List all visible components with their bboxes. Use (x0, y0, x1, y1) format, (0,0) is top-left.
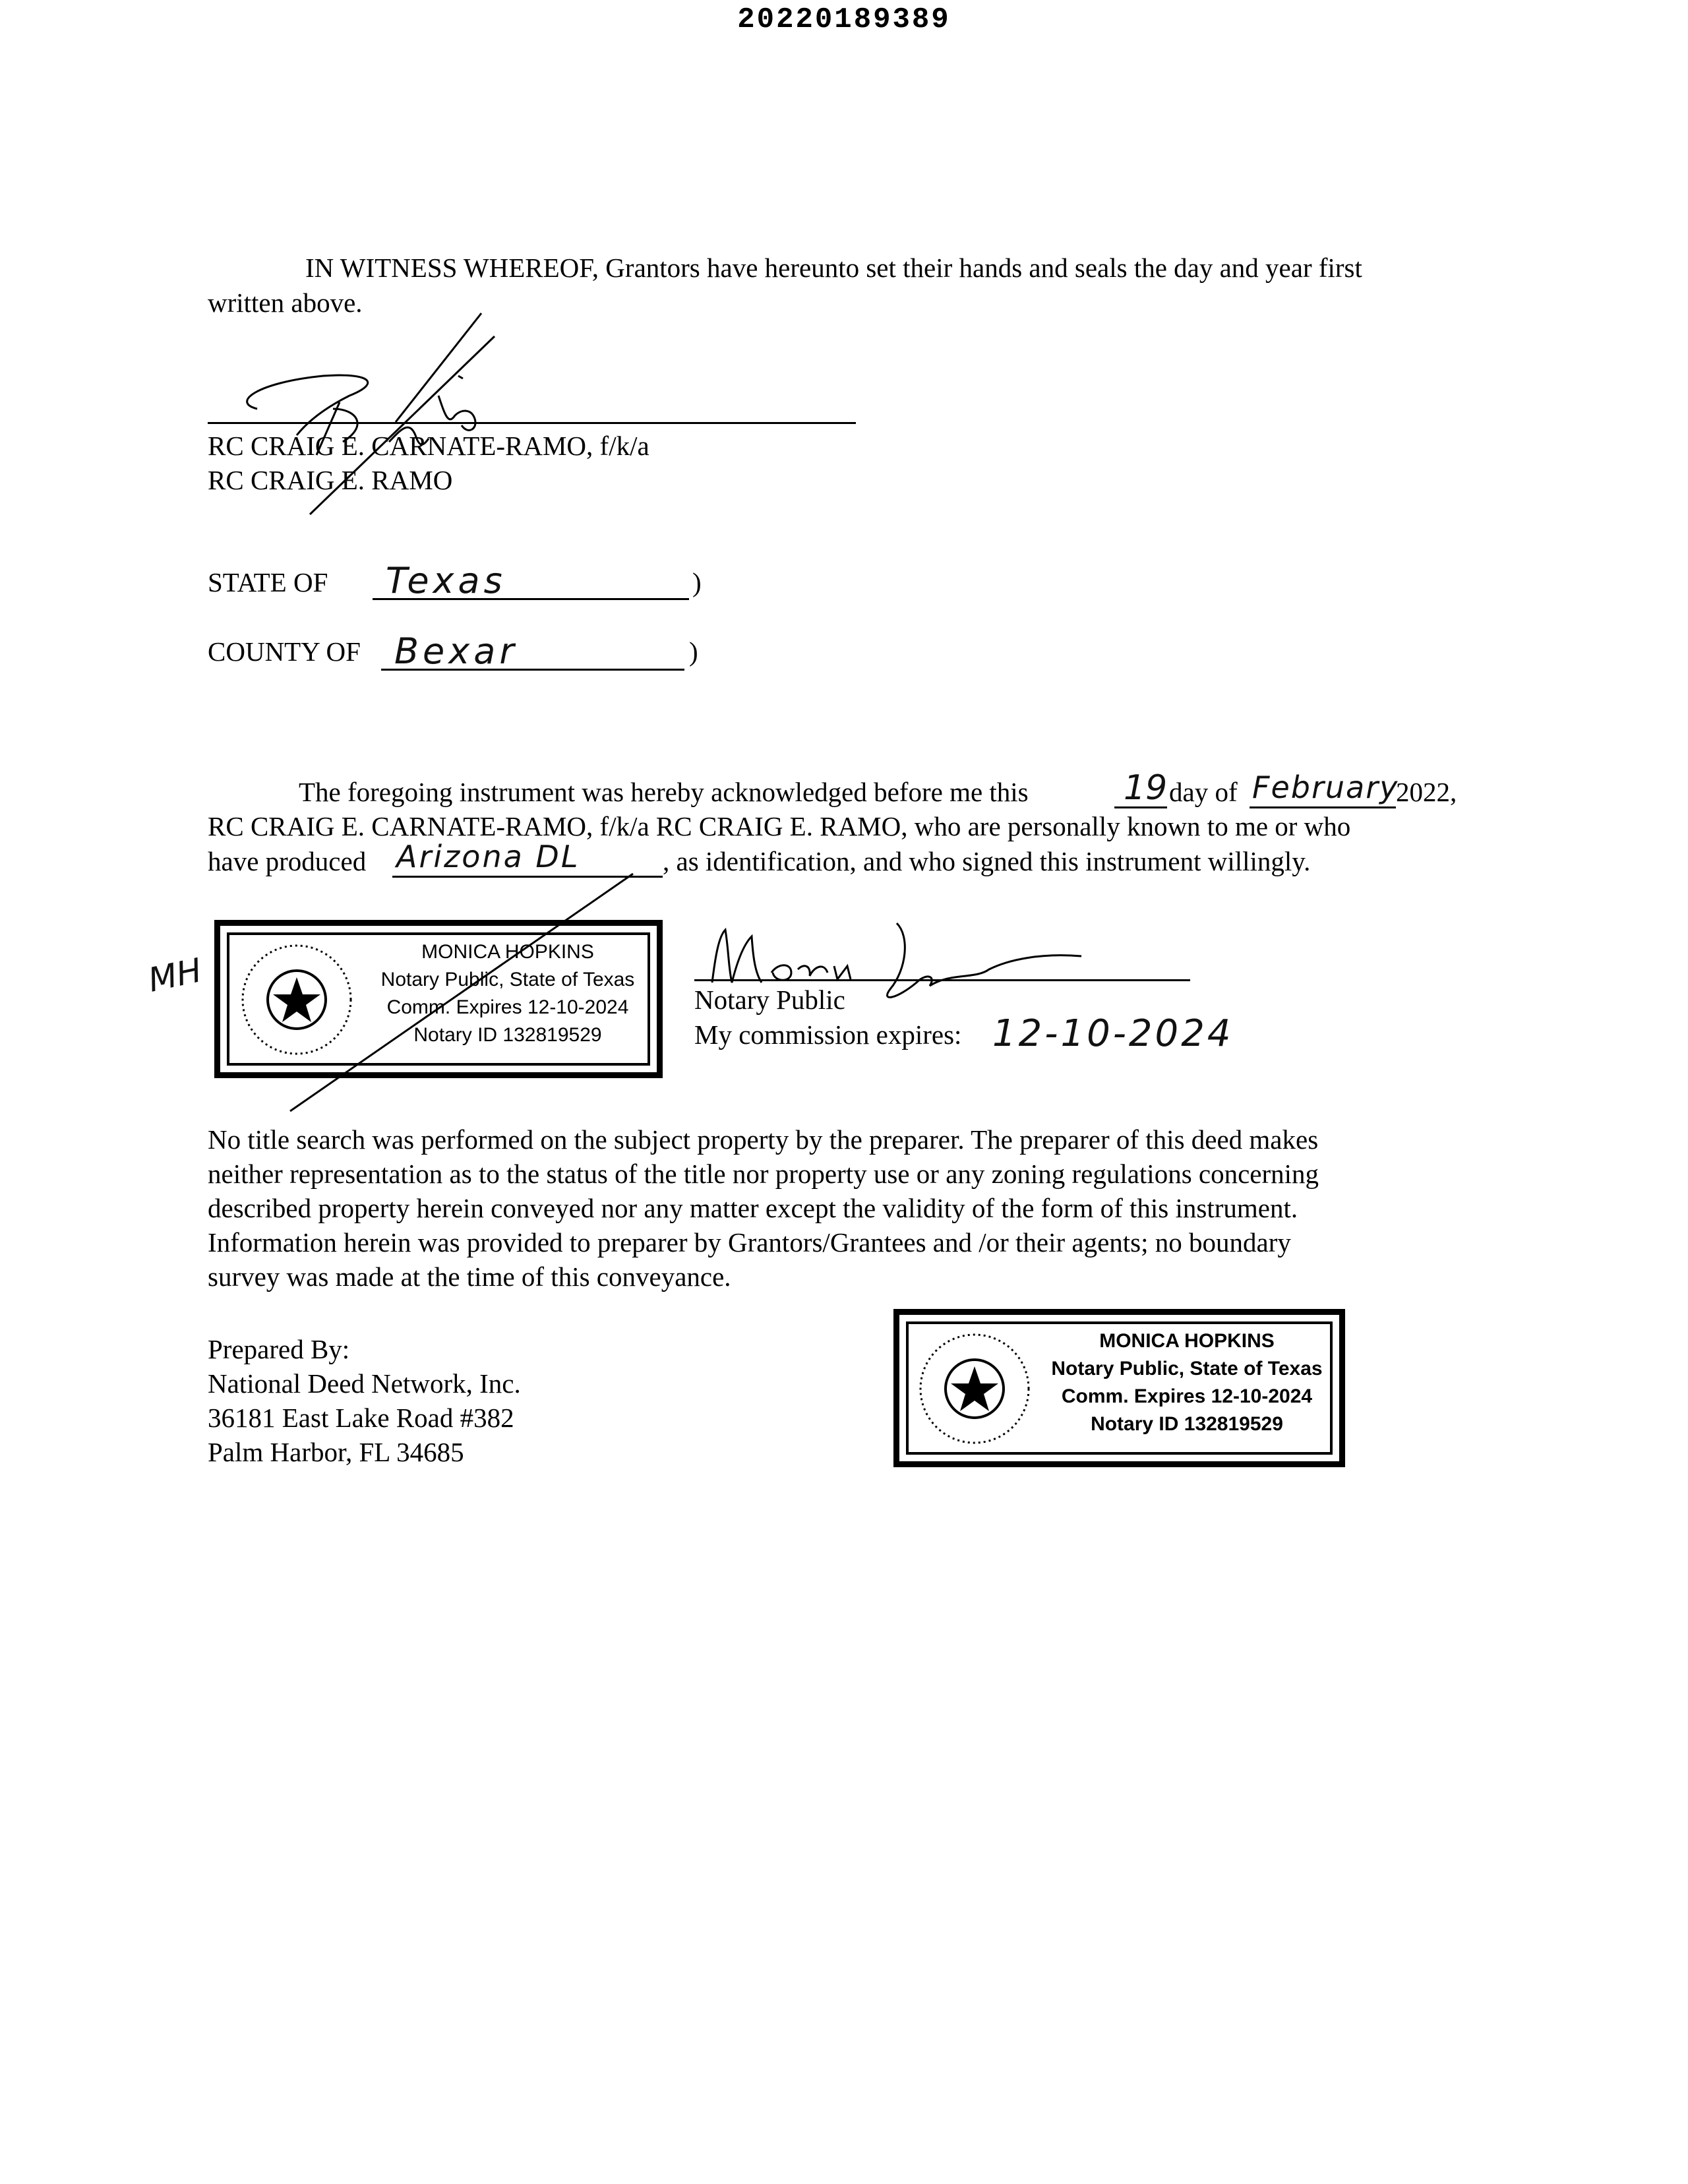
witness-clause-line1: IN WITNESS WHEREOF, Grantors have hereunto set their hands and seals the day and year first (305, 253, 1362, 283)
stamp-left-line2: Notary Public, State of Texas (380, 969, 635, 990)
disclaimer (208, 1122, 1319, 1294)
grantor-name-line2: RC CRAIG E. RAMO (208, 465, 453, 495)
ack-id-handwritten: Arizona DL (396, 839, 580, 874)
stamp-left-line3: Comm. Expires 12-10-2024 (386, 996, 629, 1018)
stamp-right-line3: Comm. Expires 12-10-2024 (1061, 1385, 1313, 1407)
prepared-by-block (208, 1332, 521, 1469)
county-paren: ) (689, 636, 698, 667)
notary-seal-right-icon (915, 1329, 1034, 1448)
witness-clause-line2: written above. (208, 288, 363, 318)
ack-line3-after: , as identification, and who signed this instrument willingly. (663, 846, 1311, 876)
grantor-name-line1: RC CRAIG E. CARNATE-RAMO, f/k/a (208, 431, 649, 461)
notary-signature-line (694, 979, 1190, 981)
state-blank (373, 560, 689, 601)
grantor-signature-line (208, 422, 856, 424)
ack-line2: RC CRAIG E. CARNATE-RAMO, f/k/a RC CRAIG E. RAMO, who are personally known to me or who (208, 811, 1351, 841)
ack-text-day-of: day of (1169, 777, 1238, 807)
stamp-right-line4: Notary ID 132819529 (1091, 1413, 1283, 1435)
prepared-by-company: National Deed Network, Inc. (208, 1368, 521, 1399)
stamp-strike-through (277, 870, 646, 1114)
ack-line3-before: have produced (208, 846, 367, 876)
commission-handwritten: 12-10-2024 (992, 1012, 1234, 1055)
county-handwritten: Bexar (394, 630, 518, 672)
disclaimer-line: survey was made at the time of this conveyance. (208, 1261, 731, 1292)
county-label: COUNTY OF (208, 636, 361, 667)
state-label: STATE OF (208, 567, 328, 597)
notary-initials: MH (144, 951, 205, 1000)
ack-day-blank (1114, 768, 1168, 808)
disclaimer-line: neither representation as to the status of the title nor property use or any zoning regulations concerning (208, 1159, 1319, 1189)
notary-stamp-right (893, 1309, 1345, 1467)
state-handwritten: Texas (386, 560, 506, 601)
ack-month-handwritten: February (1252, 770, 1399, 805)
stamp-right-name: MONICA HOPKINS (1099, 1330, 1275, 1352)
prepared-by-address2: Palm Harbor, FL 34685 (208, 1437, 464, 1467)
commission-label: My commission expires: (694, 1019, 962, 1050)
county-blank (381, 630, 684, 672)
ack-year: 2022, (1396, 777, 1457, 807)
ack-text-before-day: The foregoing instrument was hereby acknowledged before me this (299, 777, 1029, 807)
disclaimer-line: No title search was performed on the subject property by the preparer. The preparer of this deed makes (208, 1124, 1319, 1155)
ack-day-handwritten: 19 (1124, 768, 1168, 808)
document-number: 20220189389 (737, 3, 951, 36)
ack-month-blank (1250, 770, 1399, 808)
stamp-right-line2: Notary Public, State of Texas (1051, 1358, 1323, 1380)
disclaimer-line: Information herein was provided to preparer by Grantors/Grantees and /or their agents; no boundary (208, 1227, 1291, 1258)
stamp-left-name: MONICA HOPKINS (421, 941, 594, 963)
notary-title: Notary Public (694, 985, 845, 1015)
disclaimer-line: described property herein conveyed nor any matter except the validity of the form of this instrument. (208, 1193, 1298, 1223)
state-paren: ) (692, 567, 702, 597)
prepared-by-label: Prepared By: (208, 1334, 350, 1364)
prepared-by-address1: 36181 East Lake Road #382 (208, 1403, 514, 1433)
stamp-left-line4: Notary ID 132819529 (413, 1024, 602, 1046)
